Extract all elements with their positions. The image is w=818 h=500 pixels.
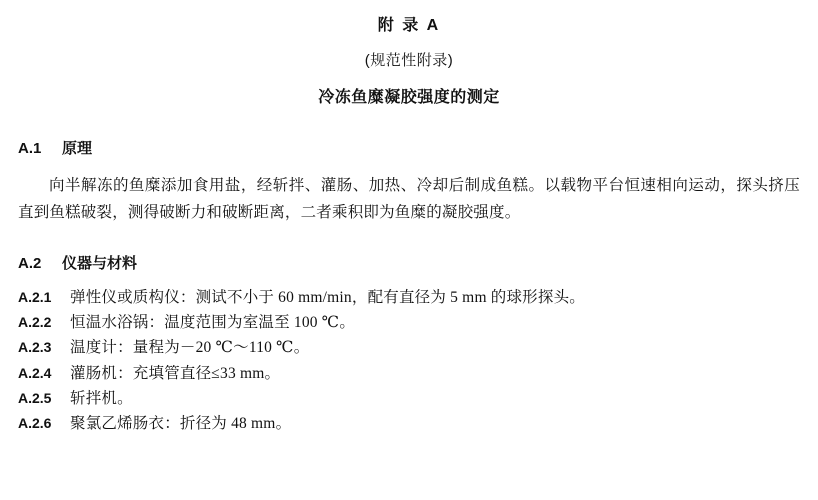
annex-name: 冷冻鱼糜凝胶强度的测定 — [318, 89, 500, 106]
list-item — [18, 285, 800, 310]
section-a1-paragraph: 向半解冻的鱼糜添加食用盐，经斩拌、灌肠、加热、冷却后制成鱼糕。以载物平台恒速相向运动，探头挤压直到鱼糕破裂，测得破断力和破断距离，二者乘积即为鱼糜的凝胶强度。 — [18, 177, 800, 222]
section-number-a1: A.1 — [18, 140, 42, 157]
document-page — [0, 12, 818, 500]
list-item — [18, 310, 800, 335]
item-text: 灌肠机：充填管直径≤33 mm。 — [70, 364, 281, 382]
annex-title: 附 录 A — [377, 17, 441, 34]
list-item — [18, 361, 800, 386]
section-number-a2: A.2 — [18, 255, 42, 273]
item-number: A.2.1 — [18, 289, 52, 306]
item-text: 弹性仪或质构仪：测试不小于 60 mm/min，配有直径为 5 mm 的球形探头。 — [70, 289, 585, 307]
item-text: 聚氯乙烯肠衣：折径为 48 mm。 — [70, 414, 292, 432]
item-number: A.2.2 — [18, 314, 52, 331]
item-number: A.2.4 — [18, 364, 52, 381]
section-title-a1: 原理 — [62, 140, 93, 157]
section-title-a2: 仪器与材料 — [62, 255, 138, 273]
item-text: 恒温水浴锅：温度范围为室温至 100 ℃。 — [70, 314, 356, 332]
section-heading-a1 — [18, 137, 800, 158]
section-a2-item-list — [18, 285, 800, 436]
annex-type: (规范性附录) — [364, 52, 454, 69]
item-number: A.2.3 — [18, 339, 52, 356]
list-item — [18, 386, 800, 411]
item-text: 温度计：量程为－20 ℃～110 ℃。 — [70, 339, 310, 357]
item-number: A.2.5 — [18, 389, 52, 406]
list-item — [18, 411, 800, 436]
section-heading-a2 — [18, 252, 800, 273]
item-number: A.2.6 — [18, 414, 52, 431]
item-text: 斩拌机。 — [70, 389, 133, 407]
list-item — [18, 335, 800, 360]
